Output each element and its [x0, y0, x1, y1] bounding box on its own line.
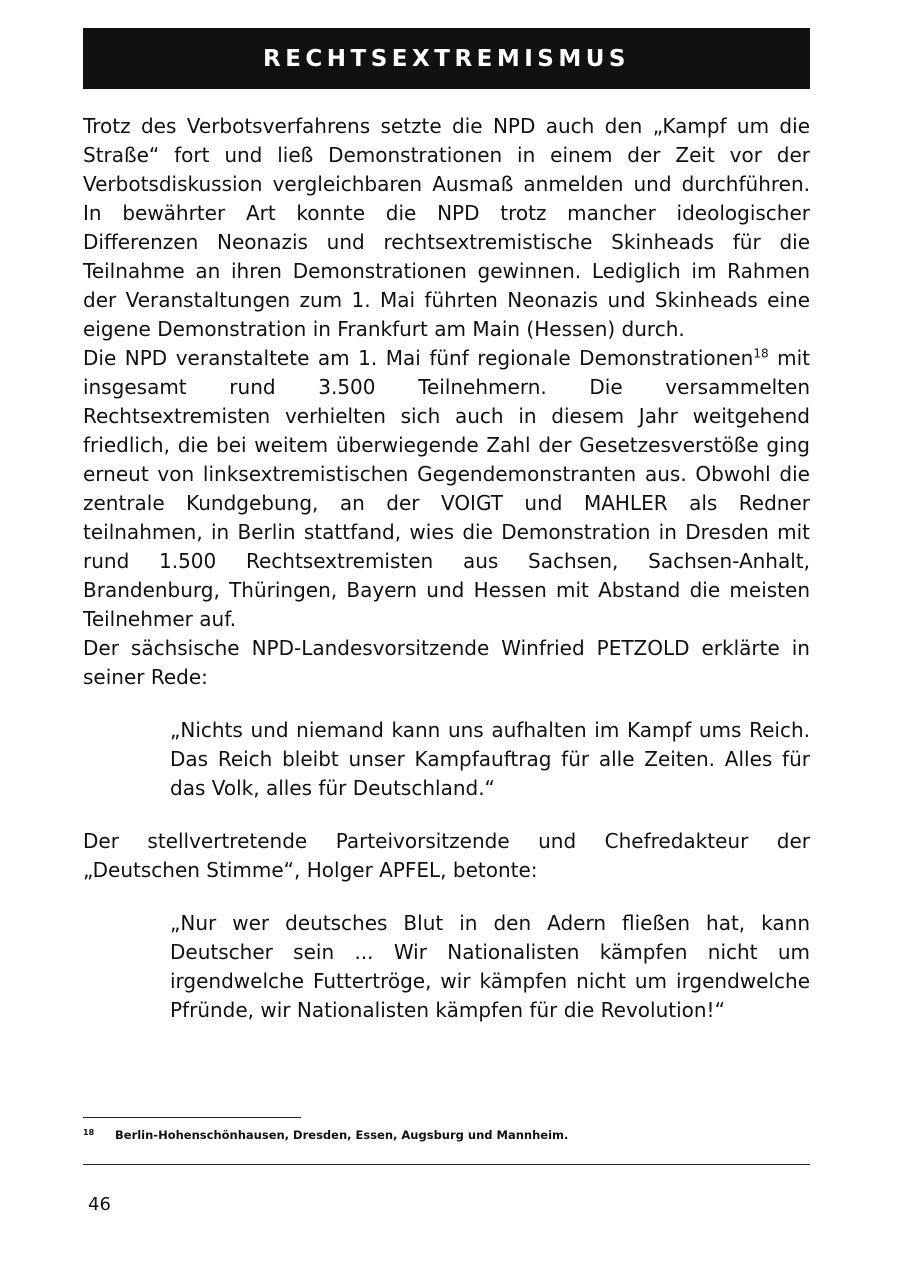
page-number: 46	[88, 1194, 111, 1215]
footnote-divider	[83, 1117, 301, 1118]
page-bottom-divider	[83, 1164, 810, 1165]
paragraph-4: Der stellvertretende Parteivorsitzende und Chefredakteur der „Deutschen Stimme“, Holger APFEL, betonte:	[83, 829, 810, 882]
paragraph-2	[83, 344, 810, 634]
paragraph-3: Der sächsische NPD-Landesvorsitzende Winfried PETZOLD erklärte in seiner Rede:	[83, 636, 810, 689]
paragraph-1: Trotz des Verbotsverfahrens setzte die NPD auch den „Kampf um die Straße“ fort und ließ Demonstrationen in einem der Zeit vor der Verbotsdiskussion vergleichbaren Ausmaß anmelden und durchführen. In bewährter Art konnte die NPD trotz mancher ideologischer Differenzen Neonazis und rechtsextremistische Skinheads für die Teilnahme an ihren Demonstrationen gewinnen. Lediglich im Rahmen der Veranstaltungen zum 1. Mai führten Neonazis und Skinheads eine eigene Demonstration in Frankfurt am Main (Hessen) durch.	[83, 114, 810, 341]
footnote	[83, 1128, 810, 1142]
main-text	[83, 112, 810, 1049]
quote-apfel: „Nur wer deutsches Blut in den Adern fließen hat, kann Deutscher sein ... Wir Nationalisten kämpfen nicht um irgendwelche Futtertröge, wir kämpfen nicht um irgendwelche Pfründe, wir Nationalisten kämpfen für die Revolution!“	[170, 911, 810, 1022]
paragraph-2-start: Die NPD veranstaltete am 1. Mai fünf regionale Demonstrationen	[83, 346, 754, 370]
section-header	[83, 28, 810, 89]
footnote-mark: 18	[83, 1128, 95, 1137]
footnote-text: Berlin-Hohenschönhausen, Dresden, Essen, Augsburg und Mannheim.	[115, 1128, 569, 1142]
section-title: RECHTSEXTREMISMUS	[263, 45, 630, 72]
footnote-reference: 18	[753, 346, 769, 361]
quote-petzold: „Nichts und niemand kann uns aufhalten im Kampf ums Reich. Das Reich bleibt unser Kampfauftrag für alle Zeiten. Alles für das Volk, alles für Deutschland.“	[170, 718, 810, 800]
paragraph-2-end: mit insgesamt rund 3.500 Teilnehmern. Die versammelten Rechtsextremisten verhielten sich auch in diesem Jahr weitgehend friedlich, die bei weitem überwiegende Zahl der Gesetzesverstöße ging erneut von linksextremistischen Gegendemonstranten aus. Obwohl die zentrale Kundgebung, an der VOIGT und MAHLER als Redner teilnahmen, in Berlin stattfand, wies die Demonstration in Dresden mit rund 1.500 Rechtsextremisten aus Sachsen, Sachsen-Anhalt, Brandenburg, Thüringen, Bayern und Hessen mit Abstand die meisten Teilnehmer auf.	[83, 346, 810, 631]
